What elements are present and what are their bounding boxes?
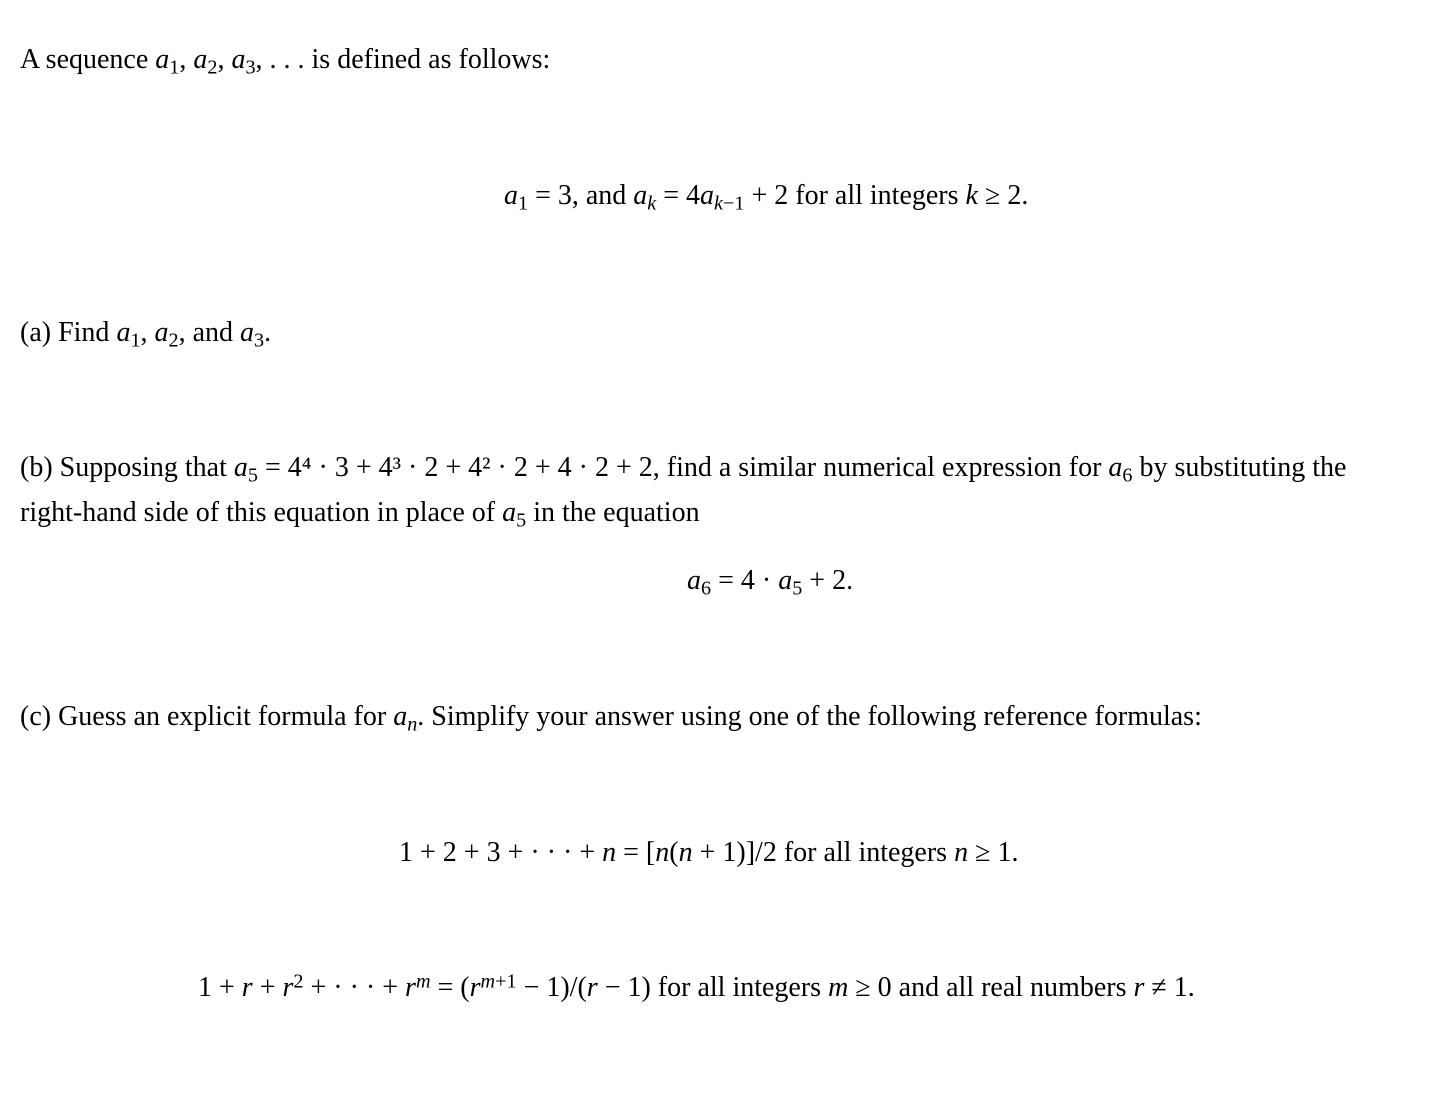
first-term-value: = 3, and	[535, 180, 627, 211]
formula1-condition: ≥ 1.	[975, 837, 1019, 868]
part-a-label: (a) Find	[20, 317, 110, 348]
recurrence-mid: = 4	[663, 180, 701, 211]
definition-equation: $a_1 = 3$, and $a_k = 4a_{k-1} + 2$ for all integers k ≥ 2.	[504, 180, 1029, 215]
part-b-line2: right-hand side of this equation in place of $a_5$ in the equation	[20, 497, 700, 532]
part-b-equation-mid: = 4 ·	[718, 565, 772, 596]
part-b-line2-start: right-hand side of this equation in place of	[20, 497, 496, 528]
part-c: (c) Guess an explicit formula for $a_n$. Simplify your answer using one of the following reference formulas:	[20, 701, 1202, 736]
intro-line: A sequence $a_1$, $a_2$, $a_3$, . . . is defined as follows:	[20, 44, 551, 79]
part-c-label: (c) Guess an explicit formula for	[20, 701, 387, 732]
recurrence-end: + 2 for all integers	[751, 180, 959, 211]
intro-suffix: is defined as follows:	[311, 44, 551, 75]
part-b-tail: by substituting the	[1139, 452, 1347, 483]
part-c-rest: . Simplify your answer using one of the following reference formulas:	[417, 701, 1202, 732]
part-b-label: (b) Supposing that	[20, 452, 227, 483]
recurrence-condition: ≥ 2.	[984, 180, 1029, 211]
formula1-rhs-tail: + 1)]/2 for all integers	[699, 837, 948, 868]
reference-formula-2: $1 + r + r^2$ + · · · + $r^m = (r^{m+1} - 1)/(r - 1)$ for all integers m ≥ 0 and all real numbers r ≠ 1.	[198, 970, 1195, 1003]
formula2-rhs-end: − 1) for all integers	[604, 972, 822, 1003]
part-a-and: and	[192, 317, 234, 348]
formula1-rhs-mid: = [	[623, 837, 656, 868]
part-b-equation: $a_6 = 4 \cdot a_5 + 2$.	[687, 565, 854, 600]
formula2-rhs-tail: − 1)/(	[523, 972, 587, 1003]
reference-formula-1: 1 + 2 + 3 + · · · + n = [n(n + 1)]/2 for all integers n ≥ 1.	[399, 837, 1019, 868]
formula1-lhs: 1 + 2 + 3 + · · · +	[399, 837, 596, 868]
part-b-line2-end: in the equation	[533, 497, 700, 528]
formula2-condition: ≥ 0 and all real numbers	[855, 972, 1127, 1003]
part-b-line1: (b) Supposing that $a_5 = 4^4 \cdot 3 + 4^3 \cdot 2 + 4^2 \cdot 2 + 4 \cdot 2 + 2$, find a similar numerical expression for $a_6$ by substituting the	[20, 452, 1347, 487]
intro-prefix: A sequence	[20, 44, 149, 75]
part-a: (a) Find $a_1$, $a_2$, and $a_3$.	[20, 317, 272, 352]
formula2-lhs: 1 +	[198, 972, 235, 1003]
part-b-equation-end: + 2.	[809, 565, 854, 596]
formula2-neq: ≠ 1.	[1151, 972, 1195, 1003]
part-b-expr: = 4⁴ · 3 + 4³ · 2 + 4² · 2 + 4 · 2 + 2, find a similar numerical expression for	[264, 452, 1102, 483]
